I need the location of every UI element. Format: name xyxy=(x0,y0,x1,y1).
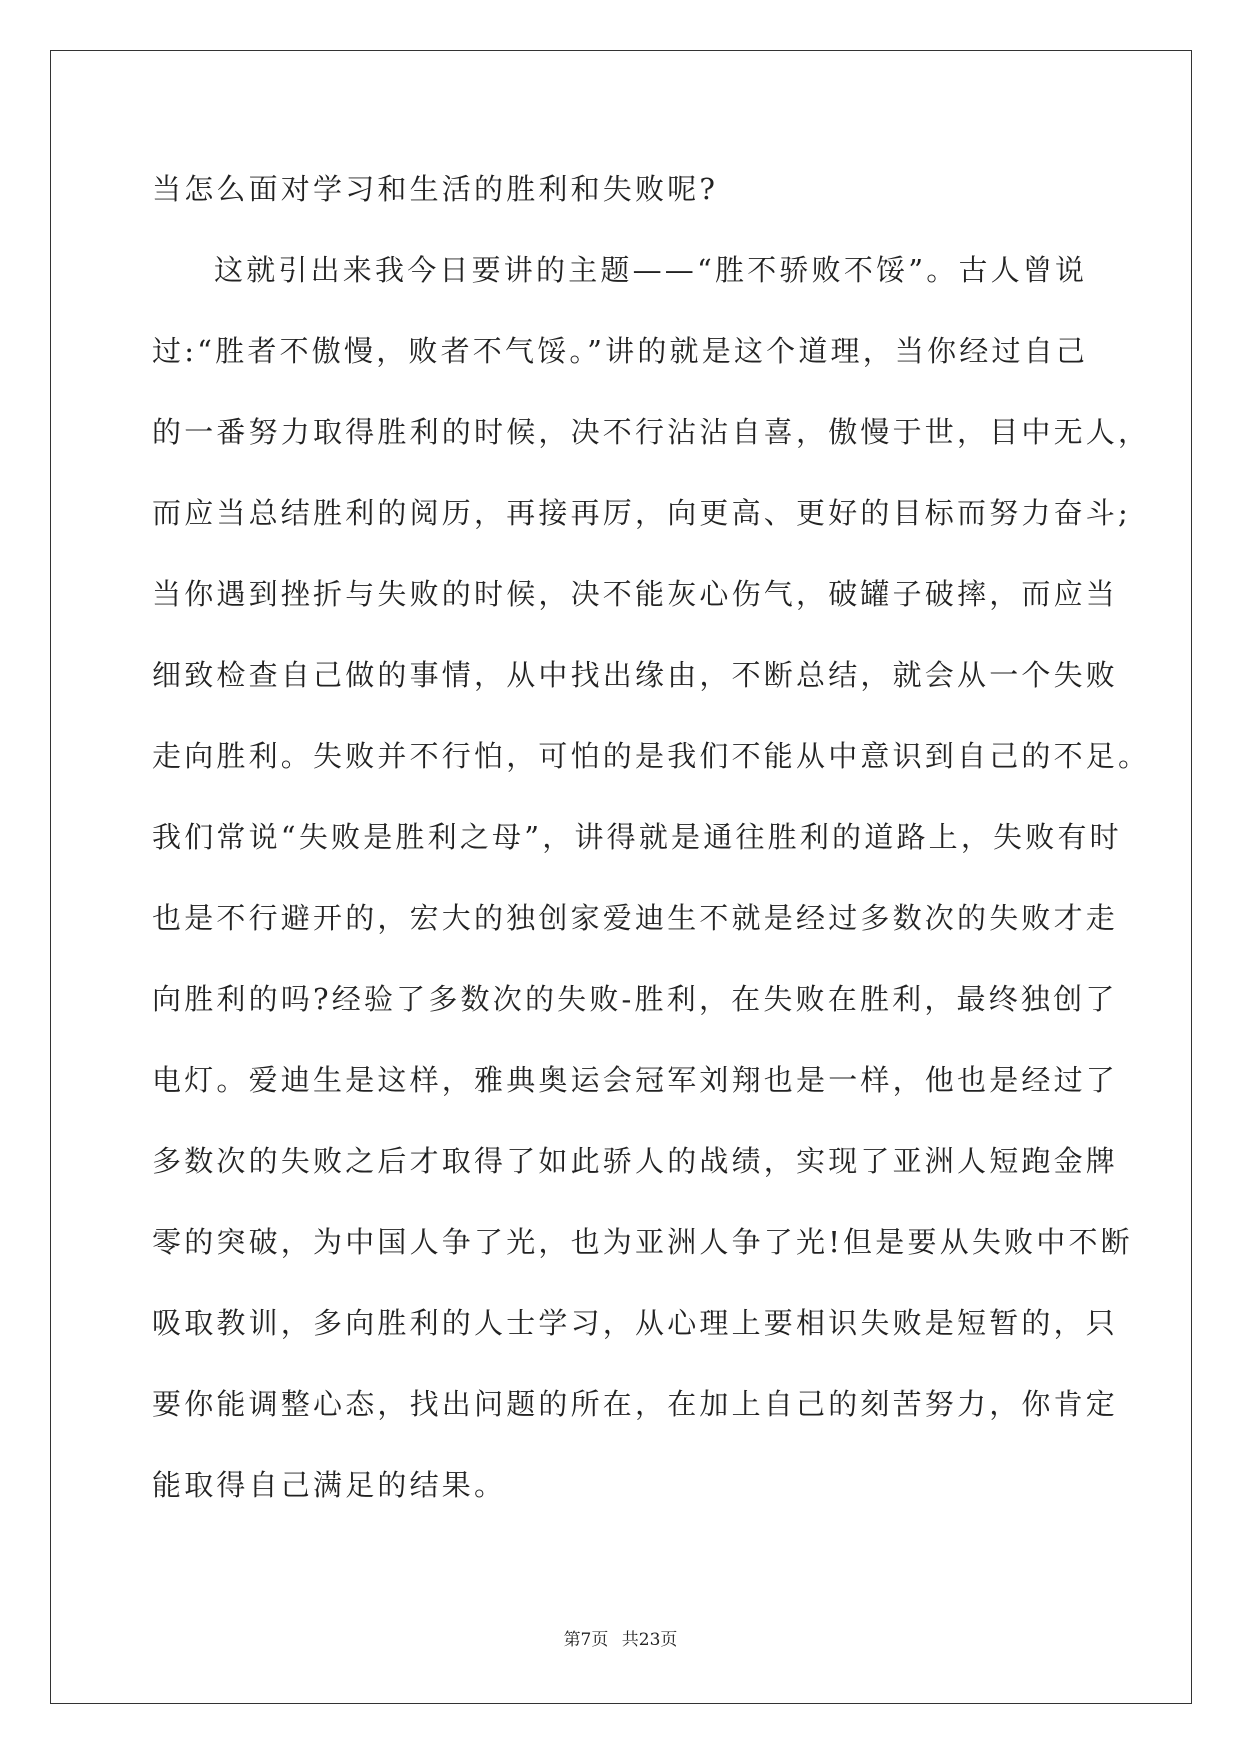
total-page-count: 共23页 xyxy=(621,1630,678,1650)
page-footer xyxy=(0,1625,1241,1650)
text-line: 要你能调整心态，找出问题的所在，在加上自己的刻苦努力，你肯定 xyxy=(152,1387,1119,1421)
text-line: 零的突破，为中国人争了光，也为亚洲人争了光!但是要从失败中不断 xyxy=(152,1225,1133,1259)
text-line: 吸取教训，多向胜利的人士学习，从心理上要相识失败是短暂的，只 xyxy=(152,1306,1119,1340)
text-line: 当怎么面对学习和生活的胜利和失败呢? xyxy=(152,172,719,206)
text-line: 细致检查自己做的事情，从中找出缘由，不断总结，就会从一个失败 xyxy=(152,658,1119,692)
text-line: 这就引出来我今日要讲的主题——“胜不骄败不馁”。古人曾说 xyxy=(214,253,1088,287)
current-page-number: 第7页 xyxy=(563,1630,609,1650)
text-line: 我们常说“失败是胜利之母”，讲得就是通往胜利的道路上，失败有时 xyxy=(152,820,1122,854)
text-line: 也是不行避开的，宏大的独创家爱迪生不就是经过多数次的失败才走 xyxy=(152,901,1119,935)
text-line: 向胜利的吗?经验了多数次的失败-胜利，在失败在胜利，最终独创了 xyxy=(152,982,1118,1016)
text-line: 过:“胜者不傲慢，败者不气馁。”讲的就是这个道理，当你经过自己 xyxy=(152,334,1089,368)
text-line: 走向胜利。失败并不行怕，可怕的是我们不能从中意识到自己的不足。 xyxy=(152,739,1151,773)
text-line: 电灯。爱迪生是这样，雅典奥运会冠军刘翔也是一样，他也是经过了 xyxy=(152,1063,1119,1097)
text-line: 的一番努力取得胜利的时候，决不行沾沾自喜，傲慢于世，目中无人， xyxy=(152,415,1151,449)
text-line: 当你遇到挫折与失败的时候，决不能灰心伤气，破罐子破摔，而应当 xyxy=(152,577,1119,611)
body-text xyxy=(152,162,1151,1539)
text-line: 而应当总结胜利的阅历，再接再厉，向更高、更好的目标而努力奋斗; xyxy=(152,496,1131,530)
text-line: 多数次的失败之后才取得了如此骄人的战绩，实现了亚洲人短跑金牌 xyxy=(152,1144,1119,1178)
text-line: 能取得自己满足的结果。 xyxy=(152,1468,507,1502)
